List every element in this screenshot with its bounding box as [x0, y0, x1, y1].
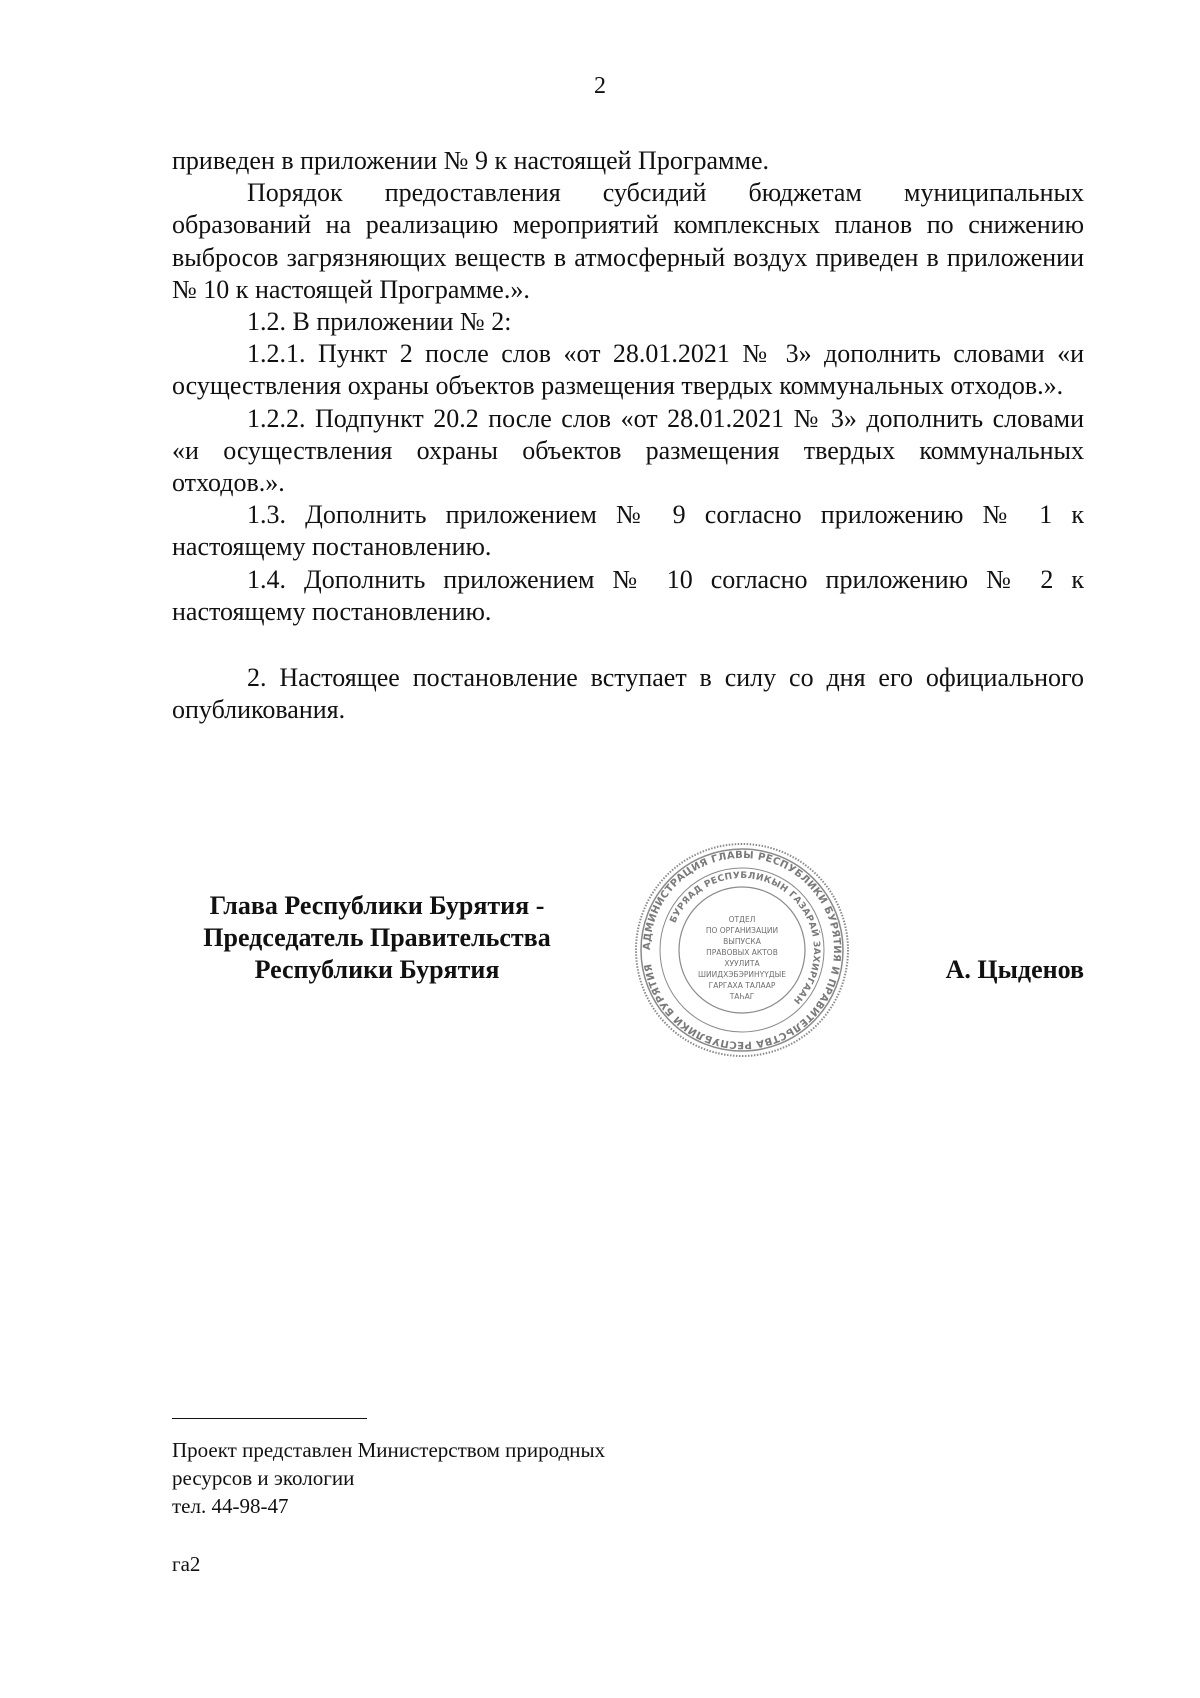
footnote [172, 1436, 605, 1520]
signatory-position-line: Республики Бурятия [254, 955, 500, 984]
seal-center-line: ШИИДХЭБЭРИНҮҮДЫЕ [697, 970, 787, 979]
paragraph: 1.2.2. Подпункт 20.2 после слов «от 28.01.2021 № 3» дополнить словами «и осуществления охраны объектов размещения твердых коммунальных отходов.». [172, 403, 1084, 498]
paragraph: приведен в приложении № 9 к настоящей Программе. [172, 146, 769, 175]
seal-center-line: ТАҺАГ [729, 992, 755, 1001]
footnote-line: ресурсов и экологии [172, 1466, 355, 1490]
signatory-position [172, 890, 582, 986]
signatory-name: А. Цыденов [945, 955, 1084, 984]
seal-inner-text: БУРЯАД РЕСПУБЛИКЫН ГАЗАРАЙ ЗАХИРГААН [668, 870, 822, 1006]
official-seal [632, 840, 852, 1060]
seal-center-line: ПРАВОВЫХ АКТОВ [706, 948, 778, 957]
paragraph: 1.2.1. Пункт 2 после слов «от 28.01.2021 № 3» дополнить словами «и осуществления охраны объектов размещения твердых коммунальных отходов.». [172, 339, 1084, 401]
signatory-position-line: Председатель Правительства [203, 923, 551, 952]
page-number: 2 [594, 73, 606, 99]
paragraph: 1.4. Дополнить приложением № 10 согласно приложению № 2 к настоящему постановлению. [172, 564, 1084, 626]
footnote-line: тел. 44-98-47 [172, 1494, 289, 1518]
paragraph: 2. Настоящее постановление вступает в силу со дня его официального опубликования. [172, 663, 1084, 725]
seal-center-line: ОТДЕЛ [728, 915, 756, 924]
seal-outer-text: АДМИНИСТРАЦИЯ ГЛАВЫ РЕСПУБЛИКИ БУРЯТИЯ И ПРАВИТЕЛЬСТВА РЕСПУБЛИКИ БУРЯТИЯ [641, 849, 843, 1051]
paragraph: 1.2. В приложении № 2: [247, 307, 512, 337]
seal-center-line: ХУУЛИТА [724, 959, 760, 968]
seal-center-line: ПО ОРГАНИЗАЦИИ [705, 926, 779, 935]
document-body [172, 145, 1084, 726]
seal-center-line: ВЫПУСКА [723, 937, 761, 946]
seal-center-line: ГАРГАХА ТАЛААР [708, 981, 776, 990]
footnote-divider [172, 1418, 367, 1419]
signatory-position-line: Глава Республики Бурятия - [209, 891, 545, 920]
document-code: га2 [172, 1552, 201, 1576]
footnote-line: Проект представлен Министерством природных [172, 1438, 606, 1462]
paragraph: 1.3. Дополнить приложением № 9 согласно приложению № 1 к настоящему постановлению. [172, 500, 1084, 562]
paragraph: Порядок предоставления субсидий бюджетам муниципальных образований на реализацию мероприятий комплексных планов по снижению выбросов загрязняющих веществ в атмосферный воздух приведен в приложении № 10 к настоящей Программе.». [172, 178, 1084, 304]
